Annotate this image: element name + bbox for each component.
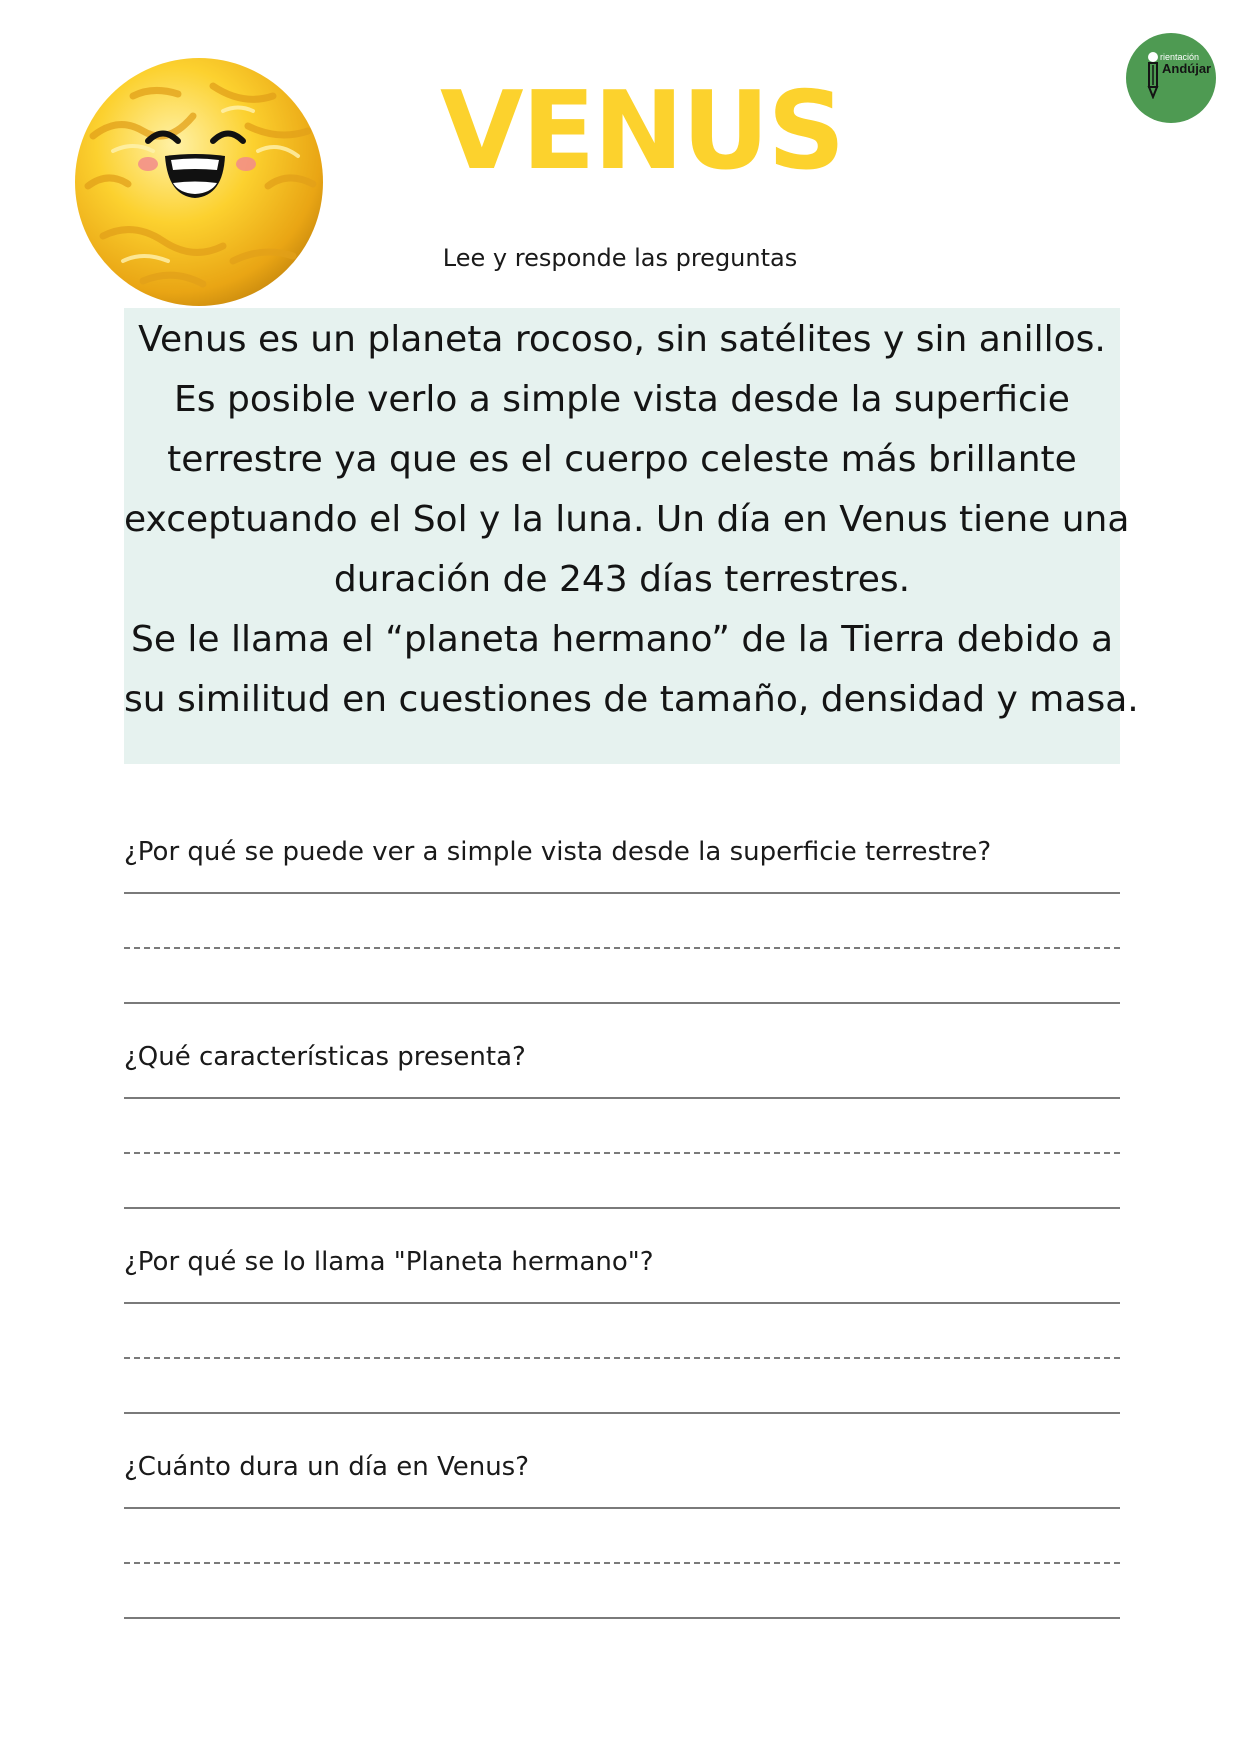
answer-guide-line [124, 1357, 1120, 1359]
orientacion-andujar-logo [1126, 33, 1216, 123]
answer-line[interactable] [124, 1507, 1120, 1509]
answer-line[interactable] [124, 1617, 1120, 1619]
question-text: ¿Qué características presenta? [124, 1042, 526, 1072]
info-line: Es posible verlo a simple vista desde la superficie [174, 379, 1070, 420]
answer-line[interactable] [124, 892, 1120, 894]
question-block-4 [124, 1449, 1120, 1485]
answer-line[interactable] [124, 1207, 1120, 1209]
answer-line[interactable] [124, 1097, 1120, 1099]
logo-bottom-text: Andújar [1162, 61, 1212, 76]
answer-line[interactable] [124, 1302, 1120, 1304]
question-text: ¿Por qué se lo llama "Planeta hermano"? [124, 1247, 654, 1277]
answer-line[interactable] [124, 1002, 1120, 1004]
info-paragraph [124, 310, 1139, 730]
instructions-text: Lee y responde las preguntas [442, 244, 798, 272]
venus-planet-icon [73, 56, 325, 308]
question-block-2 [124, 1039, 1120, 1075]
info-line: exceptuando el Sol y la luna. Un día en Venus tiene una [124, 499, 1130, 540]
answer-line[interactable] [124, 1412, 1120, 1414]
info-line: Venus es un planeta rocoso, sin satélites y sin anillos. [138, 319, 1106, 360]
info-line: terrestre ya que es el cuerpo celeste más brillante [167, 439, 1077, 480]
info-line: Se le llama el “planeta hermano” de la Tierra debido a [130, 619, 1114, 660]
info-line: duración de 243 días terrestres. [333, 559, 911, 600]
answer-guide-line [124, 1562, 1120, 1564]
question-text: ¿Por qué se puede ver a simple vista desde la superficie terrestre? [124, 837, 992, 867]
info-line: su similitud en cuestiones de tamaño, densidad y masa. [124, 679, 1139, 720]
answer-guide-line [124, 947, 1120, 949]
question-text: ¿Cuánto dura un día en Venus? [124, 1452, 530, 1482]
question-block-1 [124, 834, 1120, 870]
question-block-3 [124, 1244, 1120, 1280]
logo-top-text: rientación [1160, 52, 1200, 62]
page-title: VENUS [440, 69, 844, 194]
answer-guide-line [124, 1152, 1120, 1154]
